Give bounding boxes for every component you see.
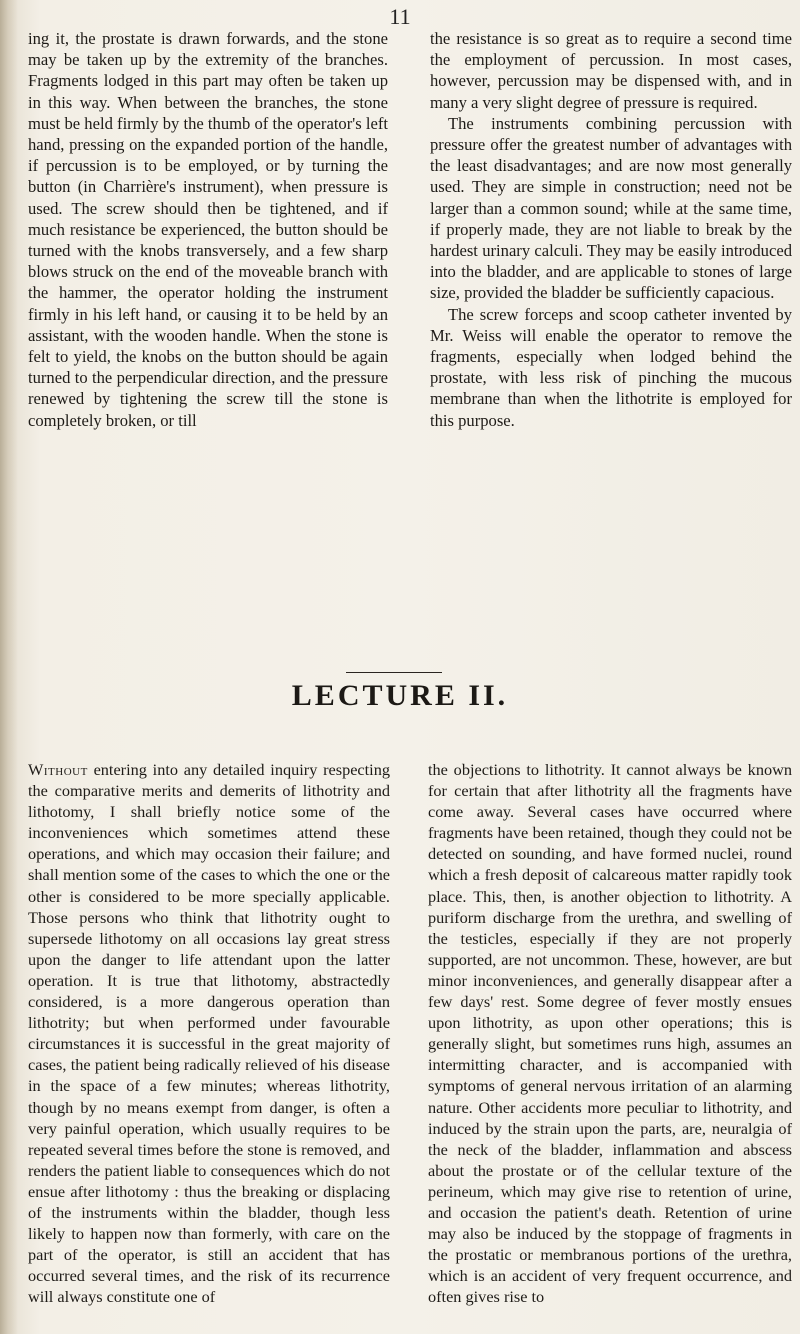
upper-right-column <box>430 28 792 431</box>
upper-right-paragraph-3: The screw forceps and scoop catheter invented by Mr. Weiss will enable the operator to remove the fragments, especially when lodged behind the prostate, with less risk of pinching the mucous membrane than when the lithotrite is employed for this purpose. <box>430 304 792 430</box>
page-binding-edge <box>0 0 18 1334</box>
lower-right-column <box>428 759 792 1307</box>
section-divider-rule <box>346 672 442 673</box>
upper-left-column <box>28 28 388 431</box>
opening-word: Without <box>28 760 88 779</box>
upper-right-paragraph-2: The instruments combining percussion with pressure offer the greatest number of advantages with the least disadvantages; and are now most generally used. They are simple in construction; need not be larger than a common sound; while at the same time, if properly made, they are not liable to break by the hardest urinary calculi. They may be easily introduced into the bladder, and are applicable to stones of large size, provided the bladder be sufficiently capacious. <box>430 113 792 303</box>
upper-left-paragraph: ing it, the prostate is drawn forwards, and the stone may be taken up by the extremity of the branches. Fragments lodged in this part may often be taken up in this way. When between the branches, the stone must be held firmly by the thumb of the operator's left hand, pressing on the expanded portion of the handle, if percussion is to be employed, or by turning the button (in Charrière's instrument), when pressure is used. The screw should then be tightened, and if much resistance be experienced, the button should be turned with the knobs transversely, and a few sharp blows struck on the end of the moveable branch with the hammer, the operator holding the instrument firmly in his left hand, or causing it to be held by an assistant, with the wooden handle. When the stone is felt to yield, the knobs on the button should be again turned to the perpendicular direction, and the pressure renewed by tightening the screw till the stone is completely broken, or till <box>28 29 388 430</box>
lower-left-paragraph-text: entering into any detailed inquiry respecting the comparative merits and demerits of lithotrity and lithotomy, I shall briefly notice some of the inconveniences which sometimes attend these operations, and which may occasion their failure; and shall mention some of the cases to which the one or the other is considered to be more specially applicable. Those persons who think that lithotrity ought to supersede lithotomy on all occasions lay great stress upon the danger to life attendant upon the latter operation. It is true that lithotomy, abstractedly considered, is a more dangerous operation than lithotrity; but when performed under favourable circumstances it is successful in the great majority of cases, the patient being radically relieved of his disease in the space of a few minutes; whereas lithotrity, though by no means exempt from danger, is often a very painful operation, which usually requires to be repeated several times before the stone is removed, and renders the patient liable to consequences which do not ensue after lithotomy : thus the breaking or displacing of the instruments within the bladder, though less likely to happen now than formerly, with care on the part of the operator, is still an accident that has occurred several times, and the risk of its recurrence will always constitute one of <box>28 760 390 1307</box>
lecture-heading: LECTURE II. <box>291 679 509 712</box>
upper-right-paragraph-1: the resistance is so great as to require a second time the employment of percussion. In most cases, however, percussion may be dispensed with, and in many a very slight degree of pressure is required. <box>430 29 792 112</box>
upper-text-columns <box>28 28 792 431</box>
page-number: 11 <box>389 4 411 29</box>
lower-text-columns <box>28 759 792 1307</box>
lower-left-paragraph <box>28 759 390 1307</box>
lower-left-column <box>28 759 390 1307</box>
lower-right-paragraph: the objections to lithotrity. It cannot always be known for certain that after lithotrity all the fragments have come away. Several cases have occurred where fragments have been retained, though they could not be detected on sounding, and have formed nuclei, round which a fresh deposit of calcareous matter rapidly took place. This, then, is another objection to lithotrity. A puriform discharge from the urethra, and swelling of the testicles, especially if they are not properly supported, are not uncommon. These, however, are but minor inconveniences, and generally disappear after a few days' rest. Some degree of fever mostly ensues upon lithotrity, as upon other operations; this is generally slight, but sometimes runs high, assumes an intermitting character, and is accompanied with symptoms of general nervous irritation of an alarming nature. Other accidents more peculiar to lithotrity, and induced by the strain upon the parts, are, neuralgia of the neck of the bladder, inflammation and abscess about the prostate or of the cellular texture of the perineum, which may give rise to retention of urine, and occasion the patient's death. Retention of urine may also be induced by the stoppage of fragments in the prostatic or membranous portions of the urethra, which is an accident of very frequent occurrence, and often gives rise to <box>428 760 792 1307</box>
